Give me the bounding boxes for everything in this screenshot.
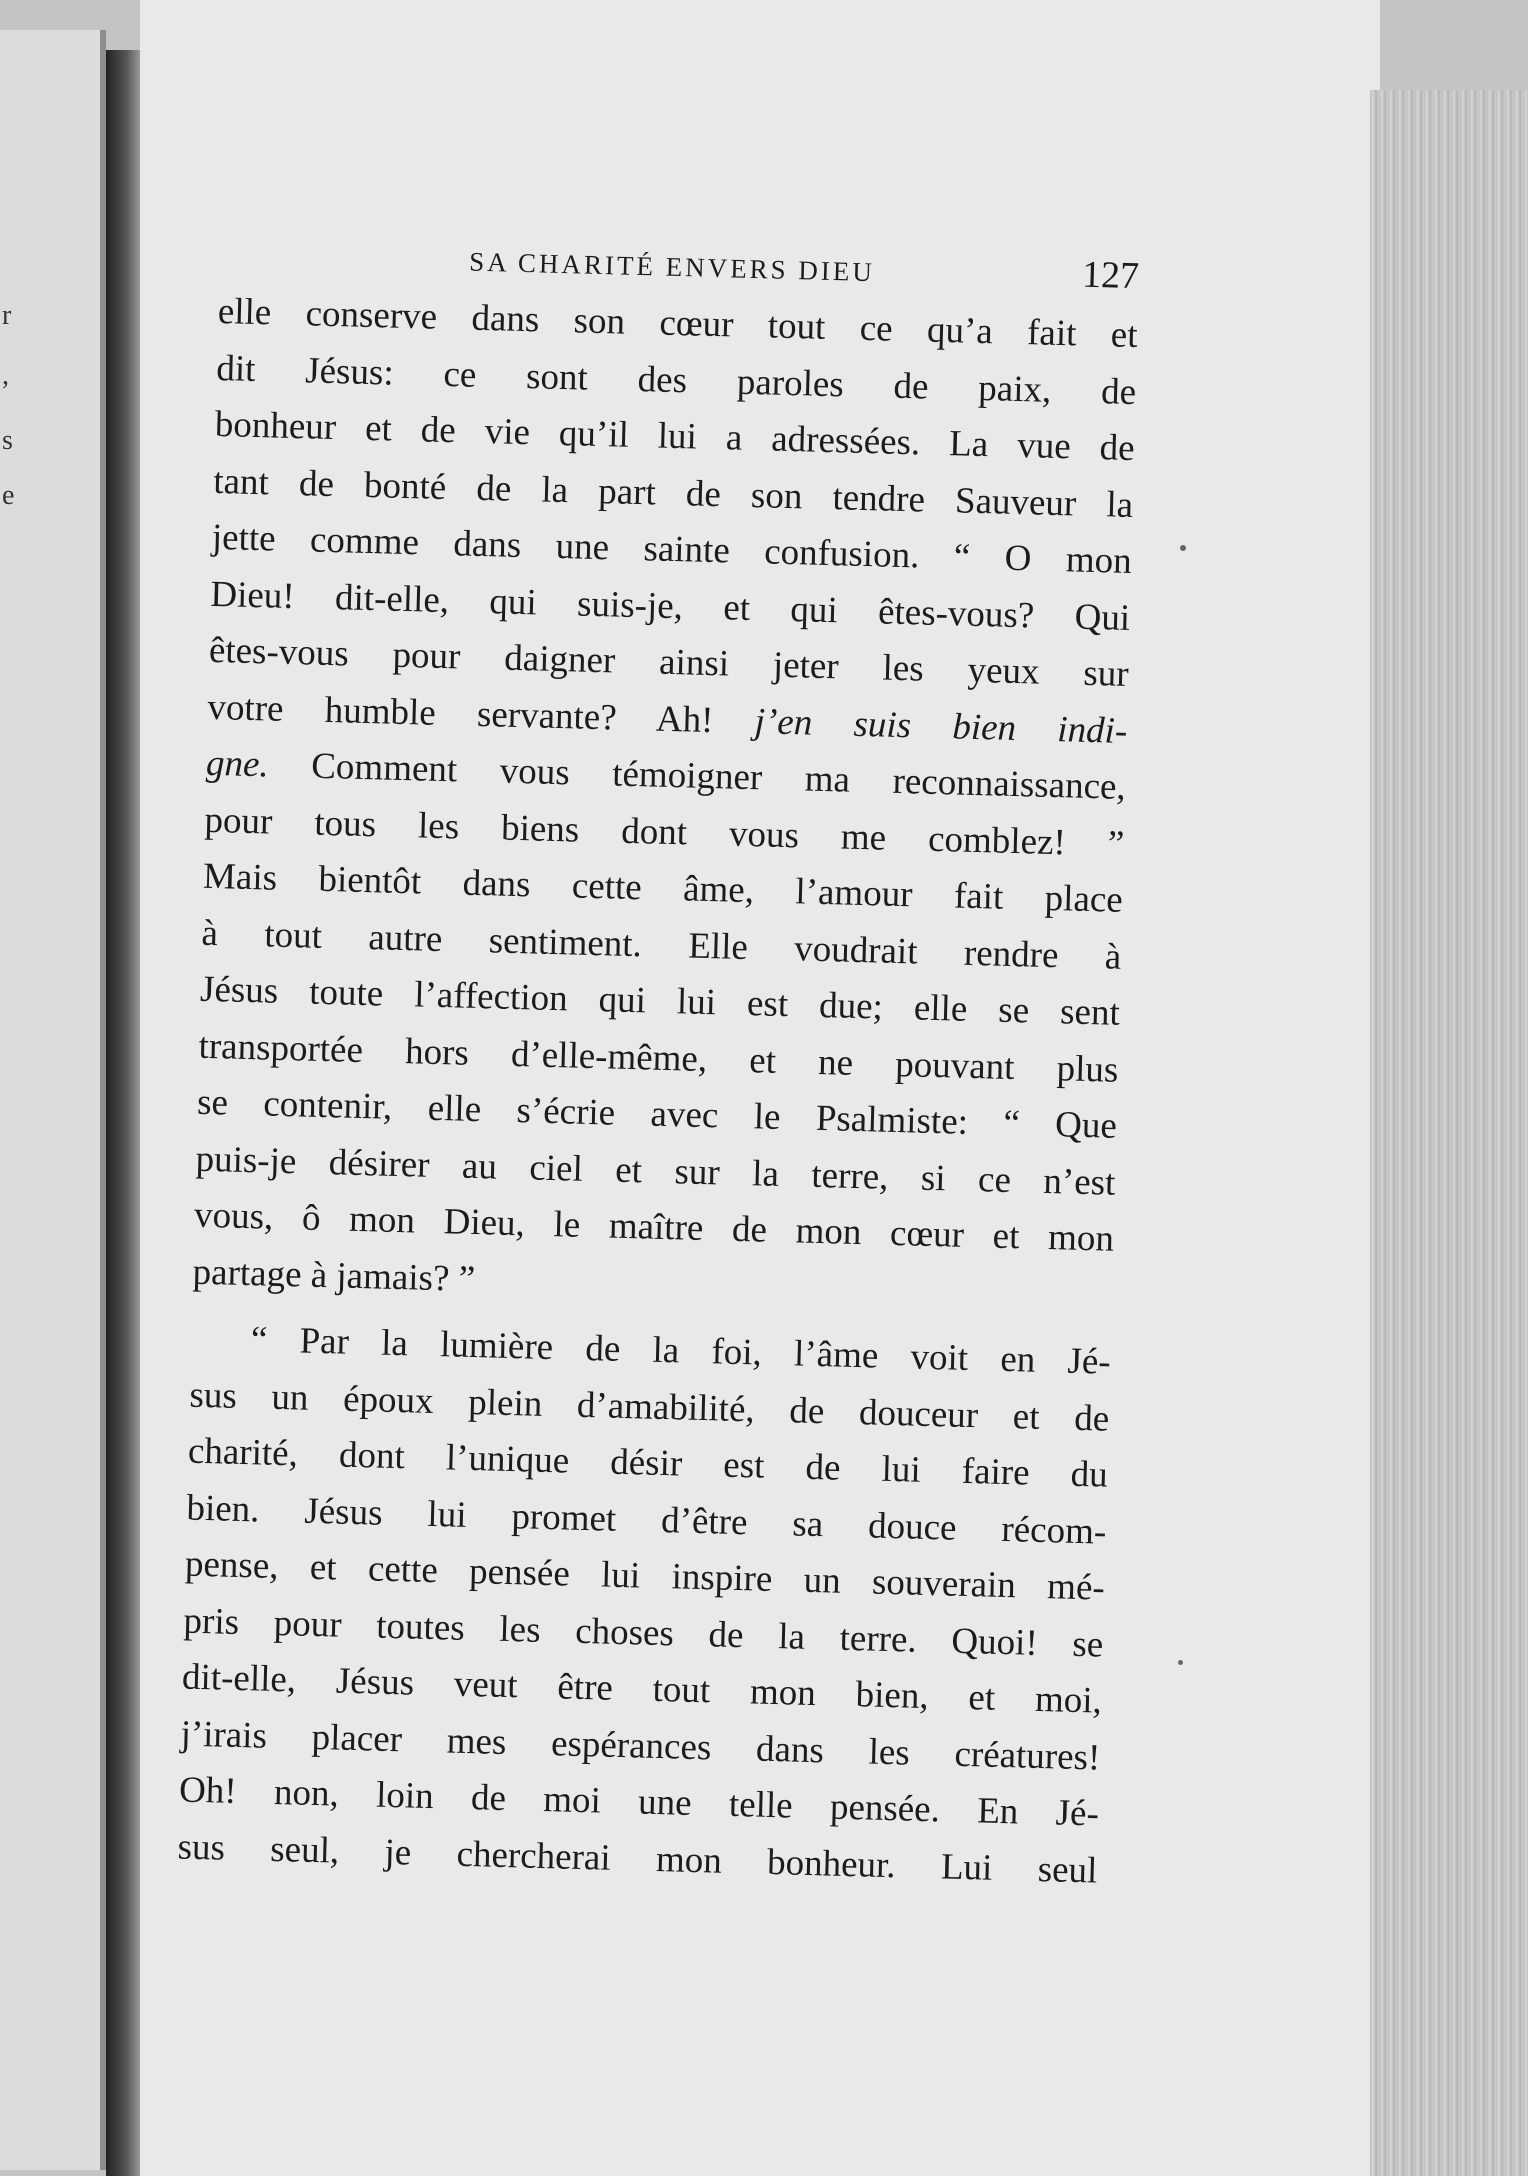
text-line: sus un époux plein d’amabilité, de douceur et de [188, 1374, 1110, 1440]
facing-page-fragment: s [2, 425, 13, 456]
page-number: 127 [1081, 253, 1140, 298]
text-line: bien. Jésus lui promet d’être sa douce récom- [186, 1487, 1107, 1553]
italic-text: j’en suis bien indi- [754, 700, 1128, 752]
text-line: êtes-vous pour daigner ainsi jeter les yeux sur [208, 629, 1130, 695]
text-line: dit Jésus: ce sont des paroles de paix, de [215, 347, 1137, 413]
facing-page-fragment: , [2, 360, 9, 391]
facing-page-edge [0, 30, 106, 2170]
facing-page-fragment: r [2, 300, 12, 331]
text-line: Oh! non, loin de moi une telle pensée. En Jé- [178, 1769, 1100, 1835]
text-line: à tout autre sentiment. Elle voudrait rendre à [201, 912, 1122, 978]
text-line: “ Par la lumière de la foi, l’âme voit en Jé- [250, 1319, 1112, 1383]
text-segment: Comment vous témoigner ma reconnaissance, [310, 745, 1127, 808]
text-line: dit-elle, Jésus veut être tout mon bien, et moi, [181, 1656, 1103, 1722]
text-line: Jésus toute l’affection qui lui est due; elle se sent [199, 968, 1121, 1034]
text-segment: votre humble servante? Ah! [206, 686, 714, 741]
text-line: puis-je désirer au ciel et sur la terre, si ce n’est [195, 1138, 1116, 1204]
text-line: tant de bonté de la part de son tendre Sauveur la [212, 460, 1134, 526]
text-line: vous, ô mon Dieu, le maître de mon cœur et mon [193, 1194, 1115, 1260]
text-line: pris pour toutes les choses de la terre. Quoi! se [183, 1600, 1104, 1666]
text-line: jette comme dans une sainte confusion. “ O mon [211, 516, 1133, 582]
text-line: charité, dont l’unique désir est de lui faire du [187, 1430, 1109, 1496]
text-line: pense, et cette pensée lui inspire un souverain mé- [184, 1543, 1106, 1609]
text-line: partage à jamais? ” [192, 1251, 476, 1300]
scan-speck [1180, 545, 1186, 551]
book-gutter [106, 50, 140, 2176]
italic-text: gne. [205, 742, 270, 786]
text-line: se contenir, elle s’écrie avec le Psalmiste: “ Que [196, 1081, 1118, 1147]
text-line: elle conserve dans son cœur tout ce qu’a fait et [217, 290, 1139, 357]
scan-speck [1178, 1660, 1183, 1665]
text-line: Mais bientôt dans cette âme, l’amour fait place [202, 855, 1124, 921]
page-stack-edges [1370, 90, 1528, 2176]
text-line: bonheur et de vie qu’il lui a adressées. La vue de [214, 403, 1136, 470]
running-title: SA CHARITÉ ENVERS DIEU [468, 246, 876, 288]
page-text [177, 230, 1140, 1900]
paragraph [192, 284, 1138, 1325]
text-line: j’irais placer mes espérances dans les créatures! [180, 1712, 1101, 1779]
text-line: sus seul, je chercherai mon bonheur. Lui seul [177, 1825, 1098, 1892]
text-line: transportée hors d’elle-même, et ne pouvant plus [198, 1025, 1119, 1091]
facing-page-fragment: e [2, 480, 15, 511]
paragraph [177, 1311, 1111, 1900]
text-line: pour tous les biens dont vous me comblez! ” [204, 799, 1125, 865]
text-line: Dieu! dit-elle, qui suis-je, et qui êtes-vous? Qui [209, 573, 1131, 639]
